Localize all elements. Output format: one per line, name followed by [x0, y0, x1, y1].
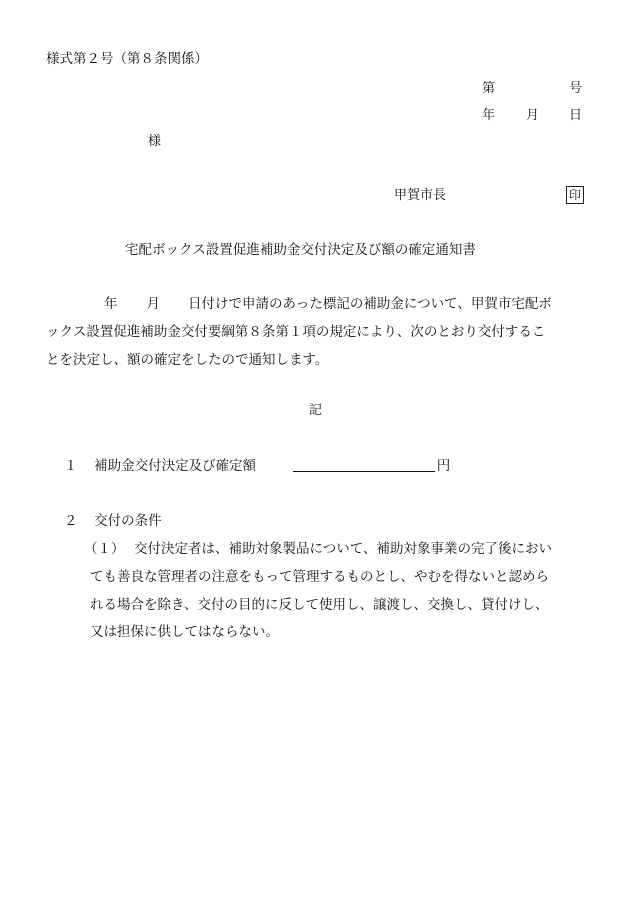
item-1-number: １	[64, 458, 78, 474]
date-year: 年	[482, 108, 496, 123]
body-line-2: ックス設置促進補助金交付要綱第８条第１項の規定により、次のとおり交付するこ	[46, 324, 546, 340]
condition-1-line-3: れる場合を除き、交付の目的に反して使用し、譲渡し、交換し、貸付けし、	[90, 597, 549, 613]
seal-mark: 印	[566, 186, 584, 204]
item-2-number: ２	[64, 513, 78, 529]
document-title: 宅配ボックス設置促進補助金交付決定及び額の確定通知書	[125, 242, 476, 258]
document-number-suffix: 号	[569, 81, 583, 96]
item-1	[64, 457, 450, 475]
date-month: 月	[526, 108, 540, 123]
condition-1-line-1: 交付決定者は、補助対象製品について、補助対象事業の完了後におい	[134, 541, 552, 557]
body-year: 年	[104, 296, 118, 312]
date-day: 日	[569, 108, 583, 123]
form-label: 様式第２号（第８条関係）	[46, 51, 208, 67]
body-line-3: とを決定し、額の確定をしたので通知します。	[46, 352, 329, 368]
issuer-seal	[566, 186, 584, 205]
addressee-honorific: 様	[148, 134, 162, 149]
body-paragraph	[46, 290, 586, 374]
body-month: 月	[146, 296, 160, 312]
issuer-title: 甲賀市長	[394, 188, 447, 203]
document-number-prefix: 第	[482, 81, 496, 96]
ki-heading: 記	[309, 403, 323, 418]
item-2	[64, 512, 162, 530]
item-1-label: 補助金交付決定及び確定額	[94, 458, 257, 474]
body-line-1: 年 月 日付けで申請のあった標記の補助金について、甲賀市宅配ボ	[104, 296, 552, 312]
amount-blank-line	[293, 457, 435, 472]
condition-1-line-4: 又は担保に供してはならない。	[90, 624, 279, 640]
item-1-unit: 円	[436, 458, 451, 474]
condition-1-line-2: ても善良な管理者の注意をもって管理するものとし、やむを得ないと認めら	[90, 569, 549, 585]
condition-1-marker: （１）	[84, 541, 125, 557]
item-2-label: 交付の条件	[94, 513, 162, 529]
